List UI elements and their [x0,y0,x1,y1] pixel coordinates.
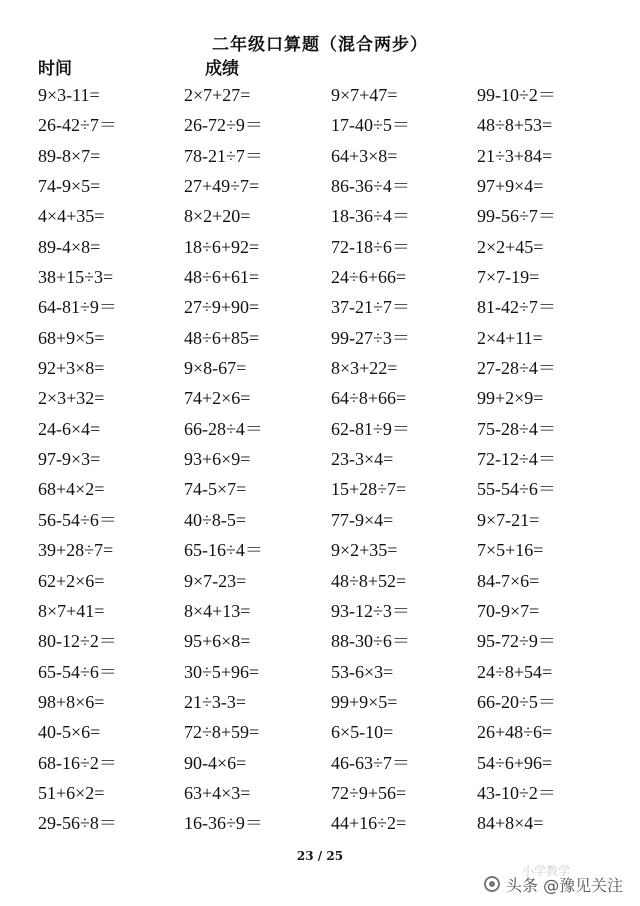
problem-cell: 53-6×3= [331,661,394,682]
problem-cell: 9×8-67= [184,358,247,379]
problem-cell: 97+9×4= [477,176,544,197]
problem-row [0,687,640,717]
problem-cell: 75-28÷4＝ [477,418,556,439]
problem-cell: 21÷3+84= [477,145,553,166]
problem-cell: 66-28÷4＝ [184,418,263,439]
problem-cell: 24÷6+66= [331,267,407,288]
problem-cell: 64-81÷9＝ [38,297,117,318]
problem-row [0,383,640,413]
problem-cell: 99-56÷7＝ [477,206,556,227]
problem-cell: 6×5-10= [331,722,394,743]
watermark-text: 头条 @豫见关注 [506,875,624,895]
problem-cell: 93+6×9= [184,449,251,470]
problem-cell: 2×4+11= [477,327,543,348]
problem-row [0,535,640,565]
problem-cell: 26+48÷6= [477,722,553,743]
problem-row [0,717,640,747]
problem-cell: 46-63÷7＝ [331,752,410,773]
problem-cell: 15+28÷7= [331,479,407,500]
problem-cell: 26-42÷7＝ [38,115,117,136]
problem-cell: 78-21÷7＝ [184,145,263,166]
problem-grid [0,80,640,839]
problem-cell: 64÷8+66= [331,388,407,409]
problem-cell: 84-7×6= [477,570,540,591]
problem-cell: 92+3×8= [38,358,105,379]
problem-cell: 65-54÷6＝ [38,661,117,682]
problem-cell: 4×4+35= [38,206,105,227]
problem-cell: 27÷9+90= [184,297,260,318]
problem-row [0,353,640,383]
problem-cell: 21÷3-3= [184,691,247,712]
problem-cell: 72-18÷6＝ [331,236,410,257]
problem-cell: 8×2+20= [184,206,251,227]
problem-row [0,657,640,687]
problem-cell: 72÷8+59= [184,722,260,743]
problem-row [0,201,640,231]
problem-cell: 90-4×6= [184,752,247,773]
problem-cell: 65-16÷4＝ [184,540,263,561]
problem-cell: 56-54÷6＝ [38,509,117,530]
problem-cell: 43-10÷2＝ [477,782,556,803]
problem-cell: 72-12÷4＝ [477,449,556,470]
problem-cell: 99+2×9= [477,388,544,409]
problem-cell: 54÷6+96= [477,752,553,773]
problem-cell: 62-81÷9＝ [331,418,410,439]
problem-cell: 84+8×4= [477,813,544,834]
problem-cell: 8×4+13= [184,600,251,621]
problem-cell: 68+4×2= [38,479,105,500]
problem-row [0,262,640,292]
problem-row [0,748,640,778]
problem-cell: 7×5+16= [477,540,544,561]
problem-cell: 55-54÷6＝ [477,479,556,500]
problem-cell: 72÷9+56= [331,782,407,803]
problem-cell: 2×3+32= [38,388,105,409]
problem-cell: 48÷6+61= [184,267,260,288]
problem-row [0,778,640,808]
problem-row [0,505,640,535]
problem-cell: 99-27÷3＝ [331,327,410,348]
problem-cell: 99-10÷2＝ [477,85,556,105]
watermark [484,868,634,900]
problem-cell: 97-9×3= [38,449,101,470]
problem-row [0,596,640,626]
problem-row [0,80,640,110]
page-title: 二年级口算题（混合两步） [212,35,428,55]
problem-cell: 86-36÷4＝ [331,176,410,197]
problem-cell: 48÷8+52= [331,570,407,591]
problem-cell: 64+3×8= [331,145,398,166]
problem-cell: 80-12÷2＝ [38,631,117,652]
problem-cell: 2×7+27= [184,85,251,105]
problem-row [0,808,640,838]
problem-cell: 51+6×2= [38,782,105,803]
problem-cell: 26-72÷9＝ [184,115,263,136]
problem-cell: 24÷8+54= [477,661,553,682]
page-number: 23 / 25 [296,849,344,863]
problem-cell: 9×3-11= [38,85,100,105]
problem-cell: 68+9×5= [38,327,105,348]
problem-row [0,141,640,171]
time-label: 时间 [38,59,72,79]
problem-cell: 62+2×6= [38,570,105,591]
problem-cell: 9×7-21= [477,509,540,530]
problem-cell: 16-36÷9＝ [184,813,263,834]
problem-cell: 9×7-23= [184,570,247,591]
problem-cell: 74-9×5= [38,176,101,197]
problem-cell: 38+15÷3= [38,267,114,288]
problem-cell: 95+6×8= [184,631,251,652]
problem-cell: 89-8×7= [38,145,101,166]
problem-cell: 63+4×3= [184,782,251,803]
problem-row [0,474,640,504]
problem-row [0,626,640,656]
problem-cell: 23-3×4= [331,449,394,470]
problem-cell: 98+8×6= [38,691,105,712]
problem-cell: 48÷8+53= [477,115,553,136]
problem-row [0,110,640,140]
problem-cell: 27-28÷4＝ [477,358,556,379]
problem-cell: 18-36÷4＝ [331,206,410,227]
problem-cell: 93-12÷3＝ [331,600,410,621]
problem-cell: 40÷8-5= [184,509,247,530]
score-label: 成绩 [205,59,239,79]
problem-cell: 8×3+22= [331,358,398,379]
problem-cell: 66-20÷5＝ [477,691,556,712]
problem-cell: 81-42÷7＝ [477,297,556,318]
problem-cell: 99+9×5= [331,691,398,712]
problem-cell: 95-72÷9＝ [477,631,556,652]
problem-cell: 77-9×4= [331,509,394,530]
problem-cell: 74+2×6= [184,388,251,409]
problem-cell: 30÷5+96= [184,661,260,682]
problem-cell: 44+16÷2= [331,813,407,834]
problem-cell: 7×7-19= [477,267,540,288]
problem-row [0,171,640,201]
problem-row [0,323,640,353]
problem-cell: 17-40÷5＝ [331,115,410,136]
problem-row [0,414,640,444]
problem-row [0,566,640,596]
problem-cell: 40-5×6= [38,722,101,743]
problem-row [0,292,640,322]
problem-cell: 9×2+35= [331,540,398,561]
problem-cell: 18÷6+92= [184,236,260,257]
problem-cell: 88-30÷6＝ [331,631,410,652]
headline-logo-icon [484,876,500,892]
problem-cell: 48÷6+85= [184,327,260,348]
problem-cell: 68-16÷2＝ [38,752,117,773]
problem-cell: 29-56÷8＝ [38,813,117,834]
problem-cell: 37-21÷7＝ [331,297,410,318]
watermark-faint-text: 小学教学 [522,864,571,878]
problem-cell: 27+49÷7= [184,176,260,197]
problem-cell: 89-4×8= [38,236,101,257]
problem-cell: 24-6×4= [38,418,101,439]
problem-row [0,444,640,474]
problem-row [0,232,640,262]
problem-cell: 9×7+47= [331,85,398,105]
problem-cell: 39+28÷7= [38,540,114,561]
problem-cell: 8×7+41= [38,600,105,621]
problem-cell: 2×2+45= [477,236,544,257]
problem-cell: 70-9×7= [477,600,540,621]
problem-cell: 74-5×7= [184,479,247,500]
